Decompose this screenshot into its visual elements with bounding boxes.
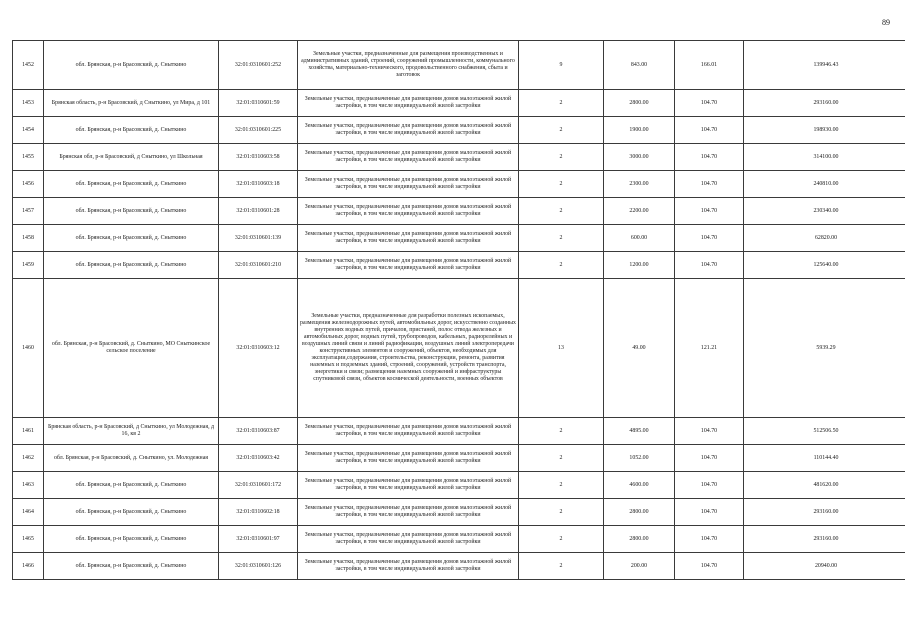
area-cell: 1052.00 [604, 445, 675, 472]
address-cell: обл. Брянская, р-н Брасовский, д. Сныткино [44, 526, 219, 553]
area-cell: 1200.00 [604, 252, 675, 279]
unit-value-cell: 104.70 [675, 144, 744, 171]
table-row [13, 418, 905, 445]
cadastral-number-cell: 32:01:0310601:252 [219, 41, 298, 90]
row-number-cell: 1453 [13, 90, 44, 117]
table-row [13, 90, 905, 117]
land-use-cell: Земельные участки, предназначенные для размещения домов малоэтажной жилой застройки, в том числе индивидуальной жилой застройки [298, 445, 519, 472]
land-use-cell: Земельные участки, предназначенные для размещения домов малоэтажной жилой застройки, в том числе индивидуальной жилой застройки [298, 418, 519, 445]
cadastral-value-cell: 293160.00 [744, 90, 905, 117]
cadastral-number-cell: 32:01:0310601:225 [219, 117, 298, 144]
cadastral-number-cell: 32:01:0310601:172 [219, 472, 298, 499]
address-cell: обл. Брянская, р-н Брасовский, д. Сныткино [44, 252, 219, 279]
row-number-cell: 1458 [13, 225, 44, 252]
cadastral-number-cell: 32:01:0310603:87 [219, 418, 298, 445]
cadastral-number-cell: 32:01:0310603:18 [219, 171, 298, 198]
cadastral-value-cell: 481620.00 [744, 472, 905, 499]
land-use-cell: Земельные участки, предназначенные для размещения домов малоэтажной жилой застройки, в том числе индивидуальной жилой застройки [298, 171, 519, 198]
use-code-cell: 13 [519, 279, 604, 418]
row-number-cell: 1456 [13, 171, 44, 198]
cadastral-value-cell: 293160.00 [744, 526, 905, 553]
cadastral-number-cell: 32:01:0310603:42 [219, 445, 298, 472]
area-cell: 2800.00 [604, 526, 675, 553]
land-registry-table [12, 40, 905, 580]
table-row [13, 553, 905, 580]
cadastral-value-cell: 20940.00 [744, 553, 905, 580]
row-number-cell: 1462 [13, 445, 44, 472]
unit-value-cell: 104.70 [675, 472, 744, 499]
cadastral-value-cell: 230340.00 [744, 198, 905, 225]
cadastral-number-cell: 32:01:0310601:139 [219, 225, 298, 252]
land-use-cell: Земельные участки, предназначенные для размещения домов малоэтажной жилой застройки, в том числе индивидуальной жилой застройки [298, 144, 519, 171]
table-row [13, 252, 905, 279]
cadastral-value-cell: 5939.29 [744, 279, 905, 418]
cadastral-number-cell: 32:01:0310601:126 [219, 553, 298, 580]
unit-value-cell: 104.70 [675, 553, 744, 580]
table-row [13, 117, 905, 144]
land-use-cell: Земельные участки, предназначенные для размещения домов малоэтажной жилой застройки, в том числе индивидуальной жилой застройки [298, 553, 519, 580]
table-row [13, 499, 905, 526]
use-code-cell: 2 [519, 499, 604, 526]
address-cell: обл. Брянская, р-н Брасовский, д. Сныткино [44, 553, 219, 580]
land-use-cell: Земельные участки, предназначенные для размещения домов малоэтажной жилой застройки, в том числе индивидуальной жилой застройки [298, 472, 519, 499]
row-number-cell: 1454 [13, 117, 44, 144]
cadastral-value-cell: 139946.43 [744, 41, 905, 90]
land-use-cell: Земельные участки, предназначенные для размещения домов малоэтажной жилой застройки, в том числе индивидуальной жилой застройки [298, 198, 519, 225]
cadastral-value-cell: 293160.00 [744, 499, 905, 526]
table-row [13, 144, 905, 171]
table-body [13, 41, 905, 580]
row-number-cell: 1463 [13, 472, 44, 499]
area-cell: 2300.00 [604, 171, 675, 198]
unit-value-cell: 104.70 [675, 90, 744, 117]
table-row [13, 41, 905, 90]
address-cell: Брянская область, р-н Брасовский, д Сныткино, ул Мира, д 101 [44, 90, 219, 117]
address-cell: Брянская обл, р-н Брасовский, д Сныткино, ул Школьная [44, 144, 219, 171]
page-number: 89 [882, 18, 890, 27]
area-cell: 200.00 [604, 553, 675, 580]
unit-value-cell: 104.70 [675, 171, 744, 198]
cadastral-value-cell: 125640.00 [744, 252, 905, 279]
land-use-cell: Земельные участки, предназначенные для разработки полезных ископаемых, размещения железнодорожных путей, автомобильных дорог, искусственно созданных внутренних водных путей, причалов, пристаней, полос отвода железных и автомобильных дорог, водных путей, трубопроводов, кабельных, радиорелейных и воздушных линий связи и линий радиофикации, воздушных линий электропередачи конструктивных элементов и сооружений, объектов, необходимых для эксплуатации,содержания, строительства, реконструкции, ремонта, развития наземных и подземных зданий, строений, сооружений, устройств транспорта, энергетики и связи; размещения наземных сооружений и инфраструктуры спутниковой связи, объектов космической деятельности, военных объектов [298, 279, 519, 418]
table-row [13, 445, 905, 472]
unit-value-cell: 121.21 [675, 279, 744, 418]
land-use-cell: Земельные участки, предназначенные для размещения домов малоэтажной жилой застройки, в том числе индивидуальной жилой застройки [298, 90, 519, 117]
address-cell: обл. Брянская, р-н Брасовский, д. Сныткино, ул. Молодежная [44, 445, 219, 472]
unit-value-cell: 104.70 [675, 117, 744, 144]
table-row [13, 198, 905, 225]
table-row [13, 526, 905, 553]
use-code-cell: 2 [519, 171, 604, 198]
area-cell: 2200.00 [604, 198, 675, 225]
area-cell: 4895.00 [604, 418, 675, 445]
address-cell: обл. Брянская, р-н Брасовский, д. Сныткино [44, 225, 219, 252]
use-code-cell: 2 [519, 90, 604, 117]
unit-value-cell: 104.70 [675, 445, 744, 472]
cadastral-value-cell: 240810.00 [744, 171, 905, 198]
table-row [13, 279, 905, 418]
land-use-cell: Земельные участки, предназначенные для размещения домов малоэтажной жилой застройки, в том числе индивидуальной жилой застройки [298, 117, 519, 144]
use-code-cell: 2 [519, 445, 604, 472]
cadastral-number-cell: 32:01:0310601:59 [219, 90, 298, 117]
use-code-cell: 2 [519, 526, 604, 553]
land-use-cell: Земельные участки, предназначенные для размещения домов малоэтажной жилой застройки, в том числе индивидуальной жилой застройки [298, 225, 519, 252]
area-cell: 2800.00 [604, 499, 675, 526]
land-use-cell: Земельные участки, предназначенные для размещения домов малоэтажной жилой застройки, в том числе индивидуальной жилой застройки [298, 499, 519, 526]
address-cell: обл. Брянская, р-н Брасовский, д. Сныткино [44, 198, 219, 225]
land-use-cell: Земельные участки, предназначенные для размещения домов малоэтажной жилой застройки, в том числе индивидуальной жилой застройки [298, 252, 519, 279]
area-cell: 2800.00 [604, 90, 675, 117]
cadastral-number-cell: 32:01:0310601:210 [219, 252, 298, 279]
cadastral-number-cell: 32:01:0310601:97 [219, 526, 298, 553]
unit-value-cell: 104.70 [675, 418, 744, 445]
unit-value-cell: 166.01 [675, 41, 744, 90]
cadastral-value-cell: 198930.00 [744, 117, 905, 144]
land-use-cell: Земельные участки, предназначенные для размещения производственных и административных зданий, строений, сооружений промышленности, коммунального хозяйства, материально-технического, продовольственного снабжения, сбыта и заготовок [298, 41, 519, 90]
area-cell: 4600.00 [604, 472, 675, 499]
address-cell: обл. Брянская, р-н Брасовский, д. Сныткино [44, 117, 219, 144]
use-code-cell: 2 [519, 198, 604, 225]
unit-value-cell: 104.70 [675, 526, 744, 553]
land-use-cell: Земельные участки, предназначенные для размещения домов малоэтажной жилой застройки, в том числе индивидуальной жилой застройки [298, 526, 519, 553]
row-number-cell: 1459 [13, 252, 44, 279]
use-code-cell: 2 [519, 252, 604, 279]
table-row [13, 472, 905, 499]
cadastral-number-cell: 32:01:0310603:12 [219, 279, 298, 418]
row-number-cell: 1460 [13, 279, 44, 418]
table-row [13, 225, 905, 252]
area-cell: 3000.00 [604, 144, 675, 171]
table-row [13, 171, 905, 198]
row-number-cell: 1466 [13, 553, 44, 580]
use-code-cell: 2 [519, 418, 604, 445]
use-code-cell: 2 [519, 225, 604, 252]
address-cell: обл. Брянская, р-н Брасовский, д. Сныткино, МО Сныткинское сельское поселение [44, 279, 219, 418]
area-cell: 49.00 [604, 279, 675, 418]
row-number-cell: 1464 [13, 499, 44, 526]
address-cell: обл. Брянская, р-н Брасовский, д. Сныткино [44, 472, 219, 499]
cadastral-value-cell: 512506.50 [744, 418, 905, 445]
address-cell: обл. Брянская, р-н Брасовский, д. Сныткино [44, 171, 219, 198]
use-code-cell: 2 [519, 117, 604, 144]
use-code-cell: 2 [519, 144, 604, 171]
row-number-cell: 1457 [13, 198, 44, 225]
area-cell: 600.00 [604, 225, 675, 252]
cadastral-value-cell: 314100.00 [744, 144, 905, 171]
address-cell: обл. Брянская, р-н Брасовский, д. Сныткино [44, 499, 219, 526]
cadastral-number-cell: 32:01:0310601:28 [219, 198, 298, 225]
cadastral-value-cell: 110144.40 [744, 445, 905, 472]
use-code-cell: 9 [519, 41, 604, 90]
cadastral-number-cell: 32:01:0310602:18 [219, 499, 298, 526]
use-code-cell: 2 [519, 472, 604, 499]
unit-value-cell: 104.70 [675, 198, 744, 225]
row-number-cell: 1455 [13, 144, 44, 171]
area-cell: 843.00 [604, 41, 675, 90]
area-cell: 1900.00 [604, 117, 675, 144]
unit-value-cell: 104.70 [675, 225, 744, 252]
use-code-cell: 2 [519, 553, 604, 580]
unit-value-cell: 104.70 [675, 499, 744, 526]
address-cell: обл. Брянская, р-н Брасовский, д. Сныткино [44, 41, 219, 90]
row-number-cell: 1465 [13, 526, 44, 553]
row-number-cell: 1461 [13, 418, 44, 445]
row-number-cell: 1452 [13, 41, 44, 90]
cadastral-number-cell: 32:01:0310603:58 [219, 144, 298, 171]
address-cell: Брянская область, р-н Брасовский, д Сныткино, ул Молодежная, д 16, кв 2 [44, 418, 219, 445]
cadastral-value-cell: 62820.00 [744, 225, 905, 252]
unit-value-cell: 104.70 [675, 252, 744, 279]
